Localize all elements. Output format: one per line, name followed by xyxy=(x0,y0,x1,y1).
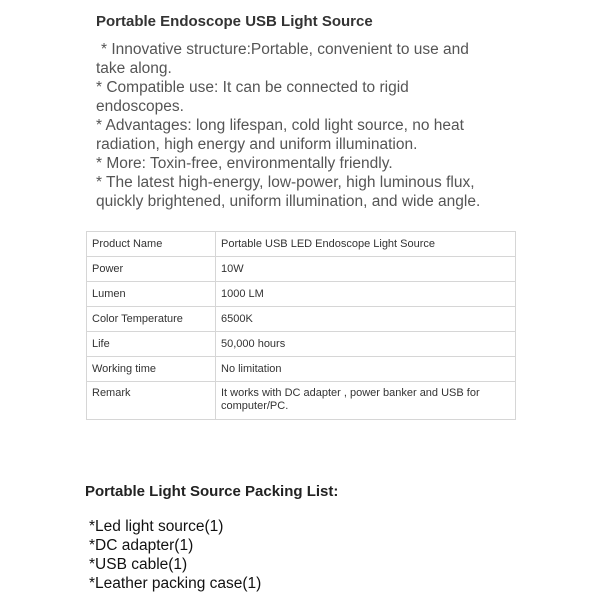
packing-item: *USB cable(1) xyxy=(89,556,188,573)
spec-label: Color Temperature xyxy=(87,307,216,332)
spec-label: Life xyxy=(87,332,216,357)
table-row xyxy=(87,257,516,282)
spec-label: Power xyxy=(87,257,216,282)
feature-item: * Compatible use: It can be connected to rigid endoscopes. xyxy=(96,79,409,115)
spec-value: 50,000 hours xyxy=(216,332,516,357)
spec-label: Working time xyxy=(87,357,216,382)
table-row xyxy=(87,232,516,257)
feature-item: * Advantages: long lifespan, cold light source, no heat radiation, high energy and uniform illumination. xyxy=(96,117,464,153)
spec-value: 1000 LM xyxy=(216,282,516,307)
table-row xyxy=(87,282,516,307)
spec-label: Product Name xyxy=(87,232,216,257)
feature-item: * Innovative structure:Portable, convenient to use and take along. xyxy=(96,41,469,77)
packing-item: *Led light source(1) xyxy=(89,518,224,535)
spec-label: Remark xyxy=(87,382,216,420)
table-row xyxy=(87,382,516,420)
packing-list-title: Portable Light Source Packing List: xyxy=(85,483,339,500)
spec-value: No limitation xyxy=(216,357,516,382)
packing-list xyxy=(89,517,261,593)
product-title: Portable Endoscope USB Light Source xyxy=(96,13,373,30)
spec-value: 10W xyxy=(216,257,516,282)
feature-item: * The latest high-energy, low-power, high luminous flux, quickly brightened, uniform illumination, and wide angle. xyxy=(96,174,481,210)
spec-label: Lumen xyxy=(87,282,216,307)
spec-value: 6500K xyxy=(216,307,516,332)
table-row xyxy=(87,332,516,357)
packing-item: *DC adapter(1) xyxy=(89,537,194,554)
feature-item: * More: Toxin-free, environmentally friendly. xyxy=(96,155,393,172)
table-row xyxy=(87,357,516,382)
packing-item: *Leather packing case(1) xyxy=(89,575,262,592)
table-row xyxy=(87,307,516,332)
spec-value: It works with DC adapter , power banker and USB for computer/PC. xyxy=(216,382,516,420)
feature-list xyxy=(96,40,496,211)
spec-value: Portable USB LED Endoscope Light Source xyxy=(216,232,516,257)
spec-table xyxy=(86,231,516,420)
